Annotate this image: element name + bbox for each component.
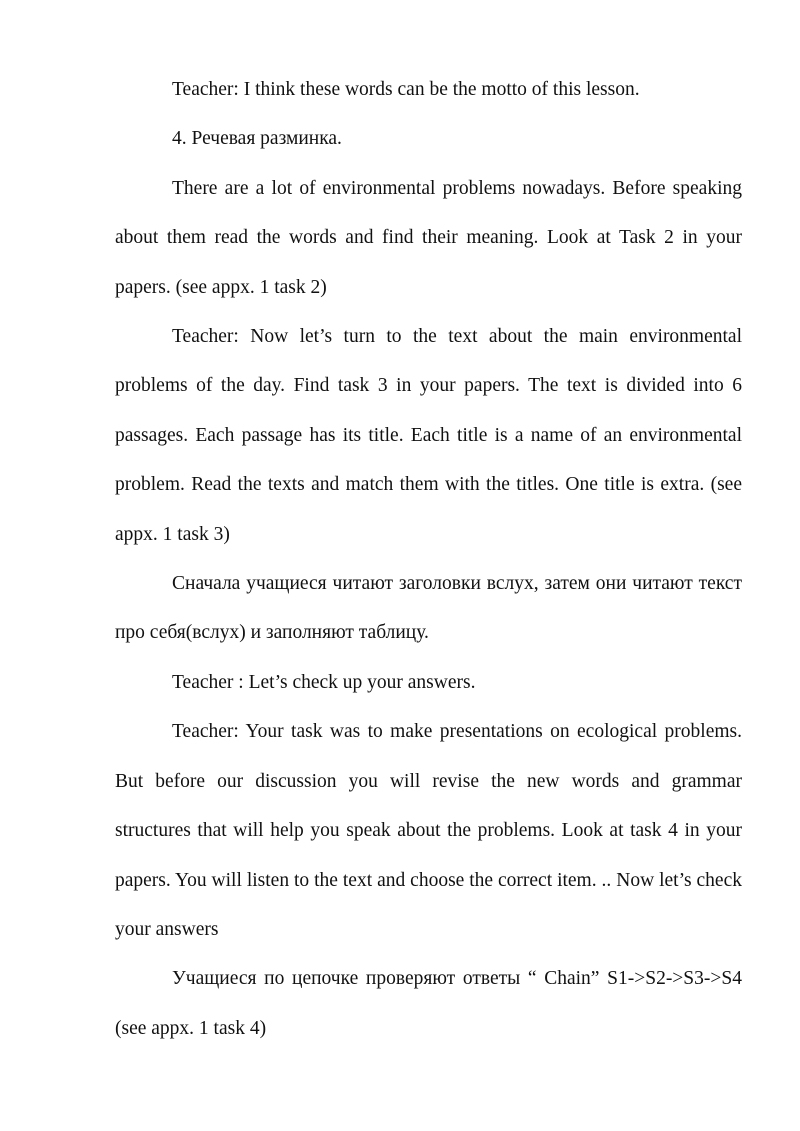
paragraph-environmental-problems-intro: There are a lot of environmental problems nowadays. Before speaking about them read the words and find their meaning. Look at Task 2 in your papers. (see appx. 1 task 2) [115, 177, 742, 298]
paragraph-teacher-task-4: Teacher: Your task was to make presentations on ecological problems. But before our discussion you will revise the new words and grammar structures that will help you speak about the problems. Look at task 4 in your papers. You will listen to the text and choose the correct item. .. Now let’s check your answers [115, 721, 742, 940]
paragraph-students-read-titles: Сначала учащиеся читают заголовки вслух, затем они читают текст про себя(вслух) и заполняют таблицу. [115, 573, 742, 644]
paragraph-teacher-motto: Teacher: I think these words can be the motto of this lesson. [172, 79, 640, 100]
document-body [115, 65, 742, 1053]
paragraph-chain-check: Учащиеся по цепочке проверяют ответы “ Chain” S1->S2->S3->S4 (see appx. 1 task 4) [115, 968, 742, 1039]
paragraph-teacher-task-3: Teacher: Now let’s turn to the text about the main environmental problems of the day. Find task 3 in your papers. The text is divided into 6 passages. Each passage has its title. Each title is a name of an environmental problem. Read the texts and match them with the titles. One title is extra. (see appx. 1 task 3) [115, 326, 742, 545]
paragraph-speech-warmup-heading: 4. Речевая разминка. [172, 128, 342, 150]
paragraph-teacher-check-answers: Teacher : Let’s check up your answers. [172, 671, 476, 693]
